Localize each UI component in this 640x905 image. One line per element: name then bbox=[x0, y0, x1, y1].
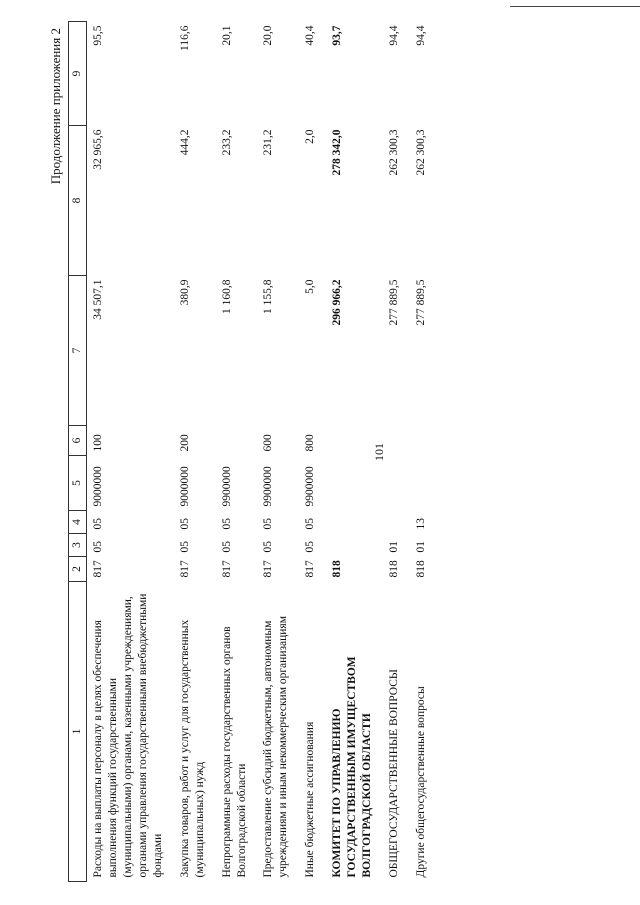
col-header-8: 8 bbox=[69, 126, 87, 276]
cell-c9: 93,7 bbox=[331, 25, 344, 46]
cell-c5: 9900000 bbox=[304, 466, 317, 507]
cell-c6: 800 bbox=[304, 434, 317, 452]
row-name: Иные бюджетные ассигнования bbox=[304, 721, 317, 878]
cell-c5 bbox=[410, 456, 437, 511]
table-row bbox=[410, 22, 437, 882]
cell-c9: 20,0 bbox=[262, 25, 275, 46]
col-header-4: 4 bbox=[69, 511, 87, 534]
cell-c7: 34 507,1 bbox=[92, 279, 104, 320]
cell-c5: 9900000 bbox=[262, 466, 275, 507]
row-name: Закупка товаров, работ и услуг для государственных (муниципальных) нужд bbox=[178, 619, 206, 878]
col-header-5: 5 bbox=[69, 456, 87, 511]
cell-c6 bbox=[326, 426, 383, 456]
col-header-9: 9 bbox=[69, 22, 87, 126]
cell-c9: 116,6 bbox=[178, 25, 191, 51]
cell-c8: 262 300,3 bbox=[388, 129, 401, 176]
cell-c6: 600 bbox=[262, 434, 275, 452]
row-name: Непрограммные расходы государственных органов Волгоградской области bbox=[220, 626, 248, 878]
cell-c4: 05 bbox=[220, 518, 233, 530]
cell-c8: 278 342,0 bbox=[331, 129, 344, 176]
cell-c9: 40,4 bbox=[304, 25, 317, 46]
cell-c5: 9000000 bbox=[92, 466, 104, 507]
cell-c2: 817 bbox=[92, 560, 104, 578]
cell-c3: 01 bbox=[415, 541, 427, 553]
table-row bbox=[174, 22, 216, 882]
cell-c2: 818 bbox=[388, 560, 401, 578]
table-row bbox=[299, 22, 326, 882]
cell-c4: 13 bbox=[415, 518, 427, 530]
cell-c7: 296 966,2 bbox=[331, 279, 344, 326]
cell-c9: 95,5 bbox=[92, 25, 104, 46]
cell-c3: 05 bbox=[178, 541, 191, 553]
cell-c7: 277 889,5 bbox=[388, 279, 401, 326]
cell-c9: 94,4 bbox=[415, 25, 427, 46]
cell-c7: 277 889,5 bbox=[415, 279, 427, 326]
cell-c3: 01 bbox=[388, 541, 401, 553]
cell-c8: 262 300,3 bbox=[415, 129, 427, 176]
cell-c4: 05 bbox=[92, 518, 104, 530]
cell-c3 bbox=[326, 534, 383, 557]
cell-c2: 817 bbox=[178, 560, 191, 578]
cell-c6 bbox=[216, 426, 258, 456]
col-header-6: 6 bbox=[69, 426, 87, 456]
row-name: Расходы на выплаты персоналу в целях обеспечения выполнения функций государственными (муниципальными) органами, казенными учреждениями, органами управления государственными внебюджетными фондами bbox=[92, 593, 164, 878]
cell-c6 bbox=[383, 426, 410, 456]
col-header-2: 2 bbox=[69, 557, 87, 582]
cell-c8: 32 965,6 bbox=[92, 129, 104, 170]
cell-c8: 233,2 bbox=[220, 129, 233, 156]
table-row bbox=[383, 22, 410, 882]
cell-c3: 05 bbox=[92, 541, 104, 553]
table-row bbox=[87, 22, 174, 882]
cell-c5 bbox=[326, 456, 383, 511]
cell-c7: 5,0 bbox=[304, 279, 317, 294]
page-number: 101 bbox=[372, 443, 386, 461]
cell-c3: 05 bbox=[220, 541, 233, 553]
row-name: КОМИТЕТ ПО УПРАВЛЕНИЮ ГОСУДАРСТВЕННЫМ ИМУЩЕСТВОМ ВОЛГОГРАДСКОЙ ОБЛАСТИ bbox=[331, 656, 374, 878]
cell-c4 bbox=[326, 511, 383, 534]
cell-c6: 100 bbox=[92, 434, 104, 452]
table-row bbox=[216, 22, 258, 882]
cell-c4 bbox=[383, 511, 410, 534]
cell-c9: 20,1 bbox=[220, 25, 233, 46]
cell-c7: 380,9 bbox=[178, 279, 191, 306]
cell-c8: 231,2 bbox=[262, 129, 275, 156]
continuation-note: Продолжение приложения 2 bbox=[48, 28, 63, 185]
cell-c6: 200 bbox=[178, 434, 191, 452]
cell-c2: 817 bbox=[304, 560, 317, 578]
header-row bbox=[69, 22, 87, 882]
top-rule bbox=[510, 6, 640, 7]
cell-c4: 05 bbox=[178, 518, 191, 530]
row-name: Другие общегосударственные вопросы bbox=[415, 686, 427, 878]
table-row bbox=[257, 22, 299, 882]
cell-c5: 9000000 bbox=[178, 466, 191, 507]
cell-c8: 444,2 bbox=[178, 129, 191, 156]
cell-c4: 05 bbox=[304, 518, 317, 530]
cell-c7: 1 155,8 bbox=[262, 279, 275, 314]
cell-c8: 2,0 bbox=[304, 129, 317, 144]
row-name: Предоставление субсидий бюджетным, автономным учреждениям и иным некоммерческим организациям bbox=[262, 616, 290, 878]
cell-c2: 817 bbox=[220, 560, 233, 578]
col-header-7: 7 bbox=[69, 276, 87, 426]
cell-c3: 05 bbox=[262, 541, 275, 553]
cell-c5: 9900000 bbox=[220, 466, 233, 507]
cell-c3: 05 bbox=[304, 541, 317, 553]
cell-c2: 818 bbox=[331, 560, 344, 578]
cell-c5 bbox=[383, 456, 410, 511]
col-header-3: 3 bbox=[69, 534, 87, 557]
budget-table bbox=[68, 21, 437, 882]
cell-c4: 05 bbox=[262, 518, 275, 530]
cell-c2: 817 bbox=[262, 560, 275, 578]
rotated-page bbox=[42, 22, 598, 882]
cell-c7: 1 160,8 bbox=[220, 279, 233, 314]
row-name: ОБЩЕГОСУДАРСТВЕННЫЕ ВОПРОСЫ bbox=[388, 669, 401, 878]
col-header-1: 1 bbox=[69, 582, 87, 882]
cell-c6 bbox=[410, 426, 437, 456]
table-row-committee bbox=[326, 22, 383, 882]
cell-c2: 818 bbox=[415, 560, 427, 578]
cell-c9: 94,4 bbox=[388, 25, 401, 46]
